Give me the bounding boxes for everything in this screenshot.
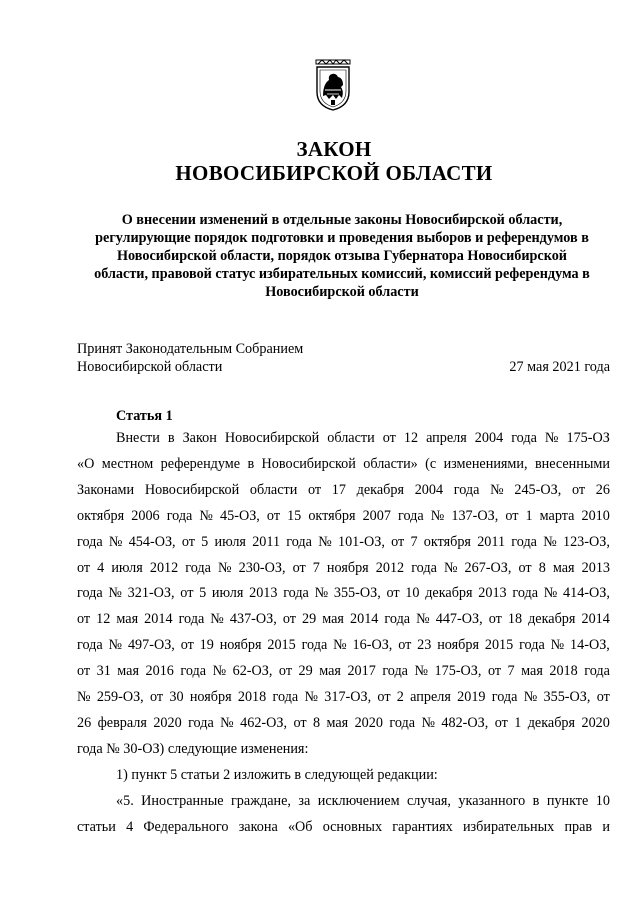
word: 30 (169, 689, 184, 705)
word: от (571, 481, 586, 498)
word: октября (423, 533, 471, 550)
body-line (77, 456, 610, 473)
word: 4 (97, 559, 105, 576)
word: апреля (410, 689, 451, 705)
word: 2011 (477, 533, 506, 550)
word: года (453, 481, 480, 498)
body-line (77, 819, 610, 836)
word: 7 (312, 559, 320, 576)
word: 355-ОЗ, (333, 585, 381, 602)
word: 2011 (252, 533, 281, 550)
word: года (384, 611, 411, 628)
body-line (77, 482, 610, 499)
word: года (519, 637, 545, 654)
word: октября (308, 507, 356, 524)
word: года (166, 507, 193, 524)
word: 5 (201, 533, 209, 550)
word: декабря (425, 585, 473, 602)
word: 1 (514, 714, 522, 731)
word: № (443, 559, 458, 576)
word: 123-ОЗ, (562, 533, 610, 550)
body-line (77, 560, 610, 577)
word: от (266, 507, 281, 524)
subject-line: области, правовой статус избирательных комиссий, комиссий референдума в (94, 266, 590, 282)
word: от (505, 507, 519, 524)
word: № (220, 714, 234, 731)
word: гарантиях (392, 818, 453, 835)
word: 175-ОЗ (566, 430, 610, 446)
word: и (602, 818, 610, 835)
word: № (314, 585, 329, 602)
word: 14-ОЗ, (570, 637, 610, 654)
word: области» (363, 455, 418, 472)
word: от (518, 559, 532, 576)
word: 45-ОЗ, (220, 507, 260, 524)
word: 17 (331, 481, 346, 498)
word: Федерального (143, 818, 229, 835)
law-title: ЗАКОН (296, 137, 372, 161)
word: Внести (116, 430, 160, 446)
word: основных (322, 818, 383, 835)
word: мая (319, 663, 341, 680)
region-title: НОВОСИБИРСКОЙ ОБЛАСТИ (175, 161, 493, 185)
word: 62-ОЗ, (232, 663, 273, 680)
word: статьи (77, 818, 116, 835)
word: пункте (546, 792, 589, 809)
word: 355-ОЗ, (543, 689, 591, 705)
word: 2 (396, 689, 404, 705)
word: 2010 (581, 507, 610, 524)
body-line (77, 508, 610, 525)
word: 2013 (249, 585, 278, 602)
word: Новосибирской (144, 481, 240, 498)
word: 15 (287, 507, 302, 524)
word: 317-ОЗ, (324, 689, 372, 705)
word: 447-ОЗ, (435, 611, 483, 628)
word: 26 (595, 481, 610, 498)
word: мая (322, 611, 344, 628)
word: 267-ОЗ, (464, 559, 512, 576)
word: года (188, 714, 214, 731)
word: 18 (507, 611, 523, 628)
word: 10 (405, 585, 420, 602)
word: 7 (507, 663, 515, 680)
word: 454-ОЗ, (128, 533, 176, 550)
word: 2020 (581, 714, 610, 731)
word: области (249, 481, 298, 498)
word: 497-ОЗ, (127, 637, 175, 654)
body-line: 1) пункт 5 статьи 2 изложить в следующей редакции: (116, 766, 438, 783)
subject-line: регулирующие порядок подготовки и проведения выборов и референдумов в (95, 230, 589, 246)
word: 2016 (145, 663, 174, 680)
word: № (421, 714, 435, 731)
word: декабря (356, 481, 404, 498)
body-line (77, 663, 610, 680)
word: Новосибирской (224, 430, 320, 446)
word: граждане, (230, 792, 291, 809)
word: года (512, 585, 539, 602)
word: 137-ОЗ, (451, 507, 499, 524)
body-line (116, 430, 610, 447)
word: от (391, 533, 405, 550)
body-line (77, 715, 610, 732)
word: № (333, 637, 347, 654)
word: года (411, 559, 437, 576)
word: от (293, 714, 307, 731)
word: № (543, 533, 557, 550)
word: № (218, 559, 232, 576)
body-line: года № 30-ОЗ) следующие изменения: (77, 740, 309, 757)
subject-line: Новосибирской области (265, 284, 419, 300)
word: № (304, 689, 318, 705)
word: года (382, 663, 408, 680)
word: от (377, 689, 391, 705)
word: 31 (96, 663, 111, 680)
word: № (108, 585, 122, 602)
word: года (283, 585, 309, 602)
word: марта (539, 507, 575, 524)
word: года (511, 430, 537, 446)
word: года (185, 559, 211, 576)
word: случая, (407, 792, 451, 809)
word: мая (117, 663, 140, 680)
word: 10 (595, 792, 610, 809)
word: 12 (96, 611, 111, 628)
coat-of-arms-icon (314, 58, 352, 112)
word: года (77, 637, 103, 654)
word: от (77, 611, 91, 628)
word: июля (111, 559, 143, 576)
adopted-body: Новосибирской области (77, 359, 223, 375)
word: 462-ОЗ, (240, 714, 288, 731)
word: мая (521, 663, 543, 680)
body-line (77, 534, 610, 551)
word: «5. (116, 792, 134, 809)
word: 2018 (549, 663, 578, 680)
word: от (596, 689, 610, 705)
word: от (77, 559, 91, 576)
word: года (389, 714, 416, 731)
adoption-date: 27 мая 2021 года (509, 359, 610, 375)
word: мая (552, 559, 575, 576)
word: 2014 (350, 611, 379, 628)
adoption-row (77, 358, 610, 376)
word: 12 (403, 430, 419, 446)
word: закона (238, 818, 278, 835)
word: 26 (77, 714, 92, 731)
word: мая (326, 714, 349, 731)
word: 259-ОЗ, (96, 689, 144, 705)
word: 245-ОЗ, (514, 481, 562, 498)
word: 16-ОЗ, (352, 637, 393, 654)
word: местном (101, 455, 154, 472)
word: апреля (426, 430, 467, 446)
word: 175-ОЗ, (434, 663, 482, 680)
word: года (272, 689, 299, 705)
adopted-by: Принят Законодательным Собранием (77, 341, 304, 357)
word: № (77, 689, 91, 705)
word: 8 (538, 559, 546, 576)
word: 2015 (484, 637, 514, 654)
word: 2020 (153, 714, 182, 731)
subject-line: О внесении изменений в отдельные законы Новосибирской области, (121, 212, 563, 228)
word: года (286, 533, 312, 550)
word: 414-ОЗ, (563, 585, 610, 602)
word: от (282, 611, 296, 628)
word: в (247, 455, 255, 472)
word: октября (77, 507, 125, 524)
word: изменениями, (443, 455, 528, 472)
word: № (108, 533, 123, 550)
word: 19 (199, 637, 214, 654)
word: 23 (417, 637, 432, 654)
word: 1 (525, 507, 533, 524)
word: прав (564, 818, 593, 835)
word: 2012 (149, 559, 179, 576)
body-line (77, 689, 610, 706)
word: 2007 (362, 507, 391, 524)
word: № (108, 637, 123, 654)
word: февраля (97, 714, 147, 731)
word: в (167, 430, 175, 446)
word: ноября (437, 637, 479, 654)
word: № (416, 611, 430, 628)
word: № (544, 430, 559, 446)
word: 29 (302, 611, 317, 628)
word: 2013 (478, 585, 507, 602)
word: 2014 (581, 611, 610, 628)
subject-line: Новосибирской области, порядок отзыва Губернатора Новосибирской (117, 248, 567, 264)
word: от (181, 533, 195, 550)
word: ноября (219, 637, 262, 654)
word: ноября (326, 559, 369, 576)
law-subject (70, 211, 614, 301)
word: декабря (527, 714, 576, 731)
word: года (491, 689, 518, 705)
article-heading: Статья 1 (116, 408, 173, 424)
word: года (178, 611, 205, 628)
word: года (511, 533, 537, 550)
word: в (532, 792, 540, 809)
word: 2017 (347, 663, 376, 680)
word: 2018 (237, 689, 267, 705)
word: от (180, 585, 194, 602)
word: (с (425, 455, 437, 472)
word: от (278, 663, 293, 680)
word: года (180, 663, 207, 680)
word: Новосибирской (261, 455, 356, 472)
word: референдуме (160, 455, 241, 472)
word: 8 (312, 714, 321, 731)
word: 321-ОЗ, (127, 585, 175, 602)
word: № (210, 611, 224, 628)
word: № (414, 663, 429, 680)
word: 230-ОЗ, (238, 559, 286, 576)
word: исключением (317, 792, 400, 809)
word: декабря (528, 611, 576, 628)
word: 29 (298, 663, 313, 680)
word: Закон (182, 430, 217, 446)
word: № (543, 585, 558, 602)
word: 2012 (375, 559, 405, 576)
word: ноября (189, 689, 232, 705)
word: июля (211, 585, 244, 602)
word: 2015 (267, 637, 296, 654)
word: Иностранные (141, 792, 224, 809)
word: от (180, 637, 194, 654)
word: от (382, 430, 396, 446)
word: № (199, 507, 213, 524)
word: 7 (410, 533, 418, 550)
word: 2006 (131, 507, 160, 524)
word: года (301, 637, 328, 654)
word: внесенными (534, 455, 610, 472)
word: от (488, 611, 502, 628)
word: избирательных (462, 818, 555, 835)
word: 437-ОЗ, (229, 611, 277, 628)
word: № (550, 637, 565, 654)
word: от (149, 689, 164, 705)
word: от (487, 663, 502, 680)
word: указанного (458, 792, 526, 809)
word: за (298, 792, 311, 809)
word: № (212, 663, 227, 680)
word: года (584, 663, 610, 680)
word: года (77, 533, 103, 550)
word: области (327, 430, 375, 446)
word: Законами (77, 481, 135, 498)
word: от (292, 559, 306, 576)
body-line (77, 637, 610, 654)
word: 2020 (354, 714, 383, 731)
word: от (77, 663, 91, 680)
word: июля (214, 533, 246, 550)
word: от (386, 585, 400, 602)
word: 5 (199, 585, 207, 602)
word: года (398, 507, 424, 524)
word: № (523, 689, 538, 705)
word: № (430, 507, 445, 524)
word: 2004 (414, 481, 444, 498)
word: № (490, 481, 504, 498)
word: 2019 (457, 689, 486, 705)
body-line (116, 793, 610, 810)
word: № (318, 533, 332, 550)
word: 482-ОЗ, (441, 714, 489, 731)
word: от (398, 637, 412, 654)
word: 4 (126, 818, 134, 835)
word: «О (77, 455, 95, 472)
word: года (77, 585, 103, 602)
word: «Об (287, 818, 313, 835)
word: 2013 (581, 559, 610, 576)
word: мая (116, 611, 139, 628)
word: 2014 (144, 611, 173, 628)
word: от (307, 481, 322, 498)
word: от (494, 714, 508, 731)
body-line (77, 585, 610, 602)
body-line (77, 611, 610, 628)
word: 101-ОЗ, (337, 533, 385, 550)
word: 2004 (474, 430, 504, 446)
